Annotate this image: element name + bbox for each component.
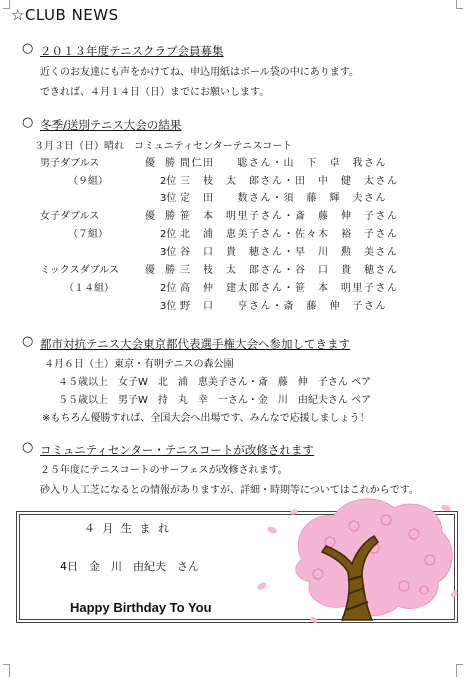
place-cell: 優 勝 [145,158,175,169]
category-cell: （１４組） [64,283,114,294]
names-cell: 北 浦 恵美子さん・佐々木 裕 子さん [180,229,399,240]
newsletter-title: ☆CLUB NEWS [11,6,119,24]
section-title-city-tournament: 都市対抗テニス大会東京都代表選手権大会へ参加してきます [40,337,351,351]
category-cell: 女子ダブルス [40,211,100,222]
place-cell: 優 勝 [145,211,175,222]
crop-mark-top-left [3,0,10,9]
place-cell: 2位 [160,176,177,187]
section-line: ４５歳以上 女子W 北 浦 恵美子さん・斎 藤 伸 子さん ペア [58,377,372,388]
birthday-heading: ４ 月 生 ま れ [84,522,171,535]
names-cell: 三 枝 太 郎さん・田 中 健 太さん [180,176,399,187]
section-line: 砂入り人工芝になるとの情報がありますが、詳細・時期等についてはこれからです。 [40,485,419,496]
table-row [40,261,420,277]
category-cell: （９組） [68,176,108,187]
section-title-tournament-results: 冬季/送別テニス大会の結果 [40,118,182,132]
section-line: ※もちろん優勝すれば、全国大会へ出場です、みんなで応援しましょう！ [42,413,370,424]
section-line: ４月６日（土）東京・有明テニスの森公園 [44,359,234,370]
cherry-blossom-tree-illustration [254,490,460,630]
table-row [40,243,420,259]
section-title-court-renovation: コミュニティセンター・テニスコートが改修されます [40,443,314,457]
table-row [40,297,420,313]
names-cell: 笹 本 明里子さん・斎 藤 伸 子さん [180,211,399,222]
bullet-circle: ○ [22,115,34,130]
section-line: できれば、４月１４日（日）までにお願いします。 [40,87,270,98]
names-cell: 間仁田 聡さん・山 下 卓 我さん [180,158,387,169]
crop-mark-bottom-left [3,664,10,677]
bullet-circle: ○ [22,440,34,455]
table-row [40,189,420,205]
table-row [40,154,420,170]
names-cell: 野 口 亨さん・斎 藤 伸 子さん [180,301,387,312]
section-line: ５５歳以上 男子W 持 丸 幸 一さん・金 川 由紀夫さん ペア [58,395,372,406]
names-cell: 谷 口 貴 穂さん・早 川 勲 美さん [180,247,399,258]
place-cell: 優 勝 [145,265,175,276]
bullet-circle: ○ [22,41,34,56]
section-line: 近くのお友達にも声をかけてね、申込用紙はボール袋の中にあります。 [40,67,359,78]
table-row [40,207,420,223]
table-row [40,172,420,188]
names-cell: 定 田 数さん・須 藤 輝 夫さん [180,193,387,204]
table-row [40,279,420,295]
happy-birthday-message: Happy Birthday To You [70,600,212,615]
crop-mark-top-right [456,0,463,9]
section-line: ２５年度にテニスコートのサーフェスが改修されます。 [40,465,288,476]
names-cell: 高 仲 建太郎さん・笹 本 明里子さん [180,283,399,294]
place-cell: 2位 [160,283,177,294]
table-row [40,225,420,241]
place-cell: 2位 [160,229,177,240]
birthday-entry: 4日 金 川 由紀夫 さん [60,560,199,573]
place-cell: 3位 [160,247,177,258]
category-cell: 男子ダブルス [40,158,100,169]
category-cell: ミックスダブルス [40,265,119,276]
place-cell: 3位 [160,301,177,312]
bullet-circle: ○ [22,334,34,349]
category-cell: （７組） [68,229,108,240]
section-title-recruitment: ２０１３年度テニスクラブ会員募集 [40,44,224,58]
place-cell: 3位 [160,193,177,204]
blossom-canopy [296,499,452,616]
names-cell: 三 枝 太 郎さん・谷 口 貴 穂さん [180,265,399,276]
tournament-date-line: ３月３日（日）晴れ コミュニティセンターテニスコート [34,141,293,152]
crop-mark-bottom-right [456,664,463,677]
